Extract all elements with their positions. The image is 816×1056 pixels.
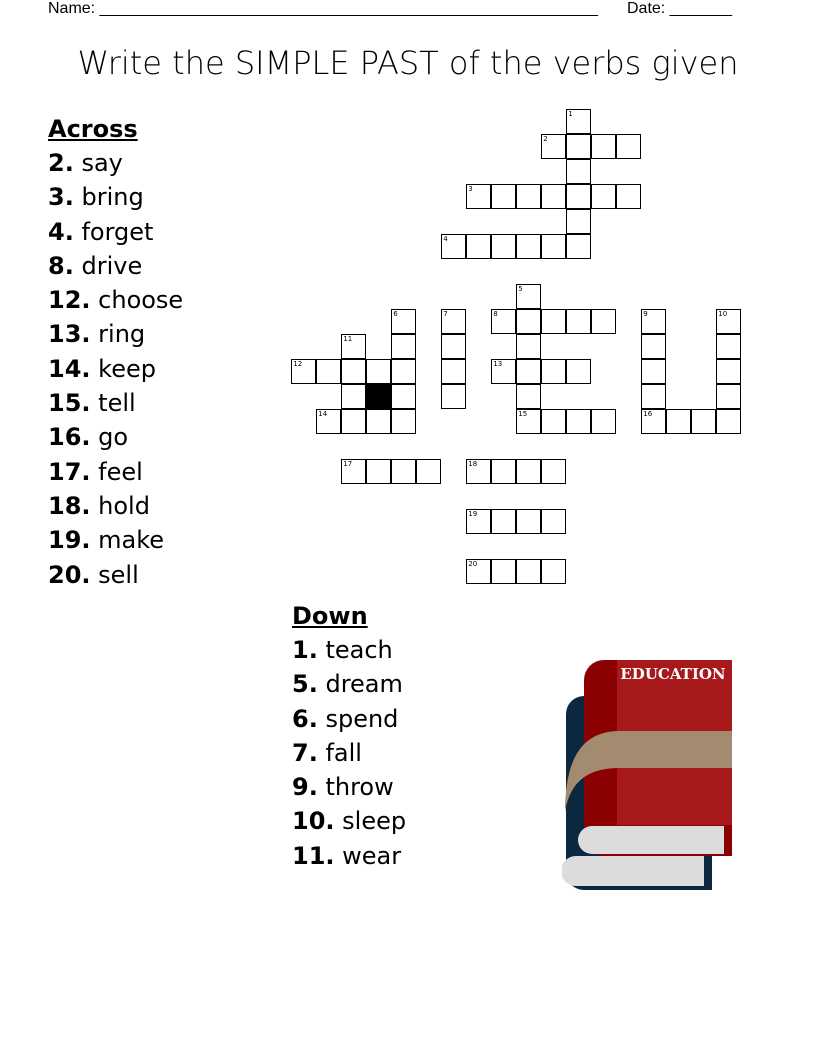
cell-number: 17 (343, 460, 353, 469)
down-clue (292, 633, 406, 667)
grid-cell[interactable] (341, 384, 366, 409)
cell-number: 18 (468, 460, 478, 469)
grid-cell[interactable] (391, 334, 416, 359)
grid-cell[interactable] (491, 309, 516, 334)
across-heading: Across (48, 115, 138, 143)
grid-cell[interactable] (516, 309, 541, 334)
grid-cell[interactable] (516, 559, 541, 584)
down-clue (292, 839, 406, 873)
clue-number: 17. (48, 457, 91, 486)
cell-number: 1 (568, 110, 573, 119)
grid-cell[interactable] (566, 359, 591, 384)
clue-number: 6. (292, 704, 318, 733)
clue-text: ring (98, 320, 146, 349)
grid-cell[interactable] (691, 409, 716, 434)
grid-cell[interactable] (641, 359, 666, 384)
grid-cell[interactable] (716, 409, 741, 434)
grid-cell[interactable] (716, 309, 741, 334)
down-clue (292, 770, 406, 804)
cell-number: 14 (318, 410, 328, 419)
clue-text: drive (81, 251, 143, 280)
clue-text: wear (342, 841, 402, 870)
grid-cell[interactable] (466, 184, 491, 209)
grid-cell[interactable] (516, 334, 541, 359)
grid-cell[interactable] (441, 334, 466, 359)
grid-cell[interactable] (366, 409, 391, 434)
grid-cell[interactable] (316, 359, 341, 384)
clue-number: 12. (48, 286, 91, 315)
clue-number: 5. (292, 670, 318, 699)
name-field: Name: ________________________________________________________ (48, 0, 598, 17)
clue-text: sell (98, 560, 139, 589)
across-clue (48, 386, 183, 420)
clue-text: spend (325, 704, 399, 733)
grid-cell[interactable] (391, 309, 416, 334)
across-clue (48, 283, 183, 317)
grid-cell[interactable] (641, 334, 666, 359)
clue-text: fall (325, 738, 362, 767)
grid-cell[interactable] (591, 309, 616, 334)
cell-number: 2 (543, 135, 548, 144)
grid-cell[interactable] (291, 359, 316, 384)
grid-cell[interactable] (516, 384, 541, 409)
cell-number: 7 (443, 310, 448, 319)
clue-text: bring (81, 183, 144, 212)
cell-number: 6 (393, 310, 398, 319)
clue-text: choose (98, 286, 184, 315)
grid-cell[interactable] (466, 234, 491, 259)
grid-cell[interactable] (441, 234, 466, 259)
clue-text: say (81, 149, 123, 177)
grid-cell[interactable] (591, 184, 616, 209)
across-clue (48, 455, 183, 489)
across-clue (48, 146, 183, 180)
cell-number: 4 (443, 235, 448, 244)
clue-number: 8. (48, 251, 74, 280)
grid-cell[interactable] (616, 184, 641, 209)
grid-cell[interactable] (566, 209, 591, 234)
grid-cell[interactable] (391, 384, 416, 409)
grid-cell[interactable] (341, 409, 366, 434)
across-clue (48, 489, 183, 523)
grid-cell[interactable] (716, 384, 741, 409)
grid-cell[interactable] (391, 359, 416, 384)
grid-cell[interactable] (666, 409, 691, 434)
grid-cell[interactable] (566, 234, 591, 259)
clue-number: 16. (48, 423, 91, 452)
grid-cell[interactable] (616, 134, 641, 159)
clue-text: teach (325, 636, 393, 664)
grid-cell[interactable] (591, 134, 616, 159)
cell-number: 15 (518, 410, 528, 419)
grid-cell[interactable] (541, 309, 566, 334)
grid-cell[interactable] (341, 459, 366, 484)
grid-cell[interactable] (416, 459, 441, 484)
clue-number: 2. (48, 149, 74, 177)
across-clue (48, 249, 183, 283)
across-clue (48, 523, 183, 557)
grid-cell[interactable] (541, 134, 566, 159)
clue-number: 11. (292, 841, 335, 870)
clue-number: 15. (48, 389, 91, 418)
clue-number: 18. (48, 491, 91, 520)
grid-cell[interactable] (541, 459, 566, 484)
cell-number: 13 (493, 360, 503, 369)
grid-cell[interactable] (441, 359, 466, 384)
grid-cell[interactable] (516, 409, 541, 434)
grid-cell[interactable] (516, 184, 541, 209)
across-clue (48, 180, 183, 214)
grid-cell[interactable] (541, 509, 566, 534)
grid-cell[interactable] (391, 409, 416, 434)
clue-number: 13. (48, 320, 91, 349)
clue-number: 14. (48, 354, 91, 383)
grid-cell[interactable] (466, 509, 491, 534)
clue-text: dream (325, 670, 403, 699)
cell-number: 11 (343, 335, 353, 344)
grid-cell[interactable] (466, 459, 491, 484)
grid-cell[interactable] (316, 409, 341, 434)
grid-cell[interactable] (716, 359, 741, 384)
clue-text: forget (81, 217, 154, 246)
grid-cell[interactable] (366, 359, 391, 384)
grid-cell[interactable] (516, 359, 541, 384)
clue-number: 1. (292, 636, 318, 664)
across-clue (48, 215, 183, 249)
grid-cell[interactable] (491, 459, 516, 484)
grid-cell[interactable] (516, 459, 541, 484)
grid-cell[interactable] (541, 234, 566, 259)
clue-text: tell (98, 389, 136, 418)
clue-number: 9. (292, 773, 318, 802)
book-label: EDUCATION (620, 665, 726, 683)
grid-cell[interactable] (366, 459, 391, 484)
clue-number: 10. (292, 807, 335, 836)
grid-cell[interactable] (566, 184, 591, 209)
across-clue (48, 352, 183, 386)
cell-number: 19 (468, 510, 478, 519)
clue-text: keep (98, 354, 156, 383)
down-clue (292, 667, 406, 701)
grid-cell[interactable] (641, 409, 666, 434)
clue-number: 20. (48, 560, 91, 589)
grid-cell[interactable] (591, 409, 616, 434)
grid-cell[interactable] (391, 459, 416, 484)
grid-cell[interactable] (491, 359, 516, 384)
grid-cell[interactable] (516, 509, 541, 534)
grid-cell[interactable] (491, 234, 516, 259)
across-clue (48, 317, 183, 351)
grid-cell[interactable] (516, 234, 541, 259)
clue-text: go (98, 423, 129, 452)
grid-cell[interactable] (491, 509, 516, 534)
grid-cell[interactable] (641, 309, 666, 334)
clue-number: 19. (48, 526, 91, 555)
cell-number: 8 (493, 310, 498, 319)
grid-cell[interactable] (566, 109, 591, 134)
down-clue (292, 736, 406, 770)
grid-cell[interactable] (641, 384, 666, 409)
date-field: Date: _______ (627, 0, 732, 17)
grid-cell[interactable] (441, 309, 466, 334)
grid-cell[interactable] (541, 184, 566, 209)
grid-cell[interactable] (716, 334, 741, 359)
grid-cell[interactable] (541, 559, 566, 584)
clue-number: 4. (48, 217, 74, 246)
clue-number: 3. (48, 183, 74, 212)
education-book-illustration (562, 658, 734, 896)
clue-text: sleep (342, 807, 407, 836)
cell-number: 16 (643, 410, 653, 419)
grid-cell[interactable] (516, 284, 541, 309)
black-cell (366, 384, 391, 409)
grid-cell[interactable] (491, 184, 516, 209)
grid-cell[interactable] (541, 409, 566, 434)
down-clues (292, 599, 406, 873)
grid-cell[interactable] (341, 359, 366, 384)
grid-cell[interactable] (341, 334, 366, 359)
cell-number: 3 (468, 185, 473, 194)
grid-cell[interactable] (566, 409, 591, 434)
across-clue (48, 420, 183, 454)
grid-cell[interactable] (541, 359, 566, 384)
across-clues (48, 112, 183, 592)
clue-text: make (98, 526, 165, 555)
clue-text: feel (98, 457, 143, 486)
cell-number: 9 (643, 310, 648, 319)
down-clue (292, 702, 406, 736)
clue-number: 7. (292, 738, 318, 767)
cell-number: 10 (718, 310, 728, 319)
cell-number: 20 (468, 560, 478, 569)
clue-text: throw (325, 773, 394, 802)
grid-cell[interactable] (566, 309, 591, 334)
clue-text: hold (98, 491, 150, 520)
grid-cell[interactable] (466, 559, 491, 584)
down-clue (292, 804, 406, 838)
grid-cell[interactable] (566, 159, 591, 184)
down-heading: Down (292, 602, 368, 630)
grid-cell[interactable] (441, 384, 466, 409)
grid-cell[interactable] (491, 559, 516, 584)
page-title: Write the SIMPLE PAST of the verbs given (77, 44, 739, 82)
cell-number: 12 (293, 360, 303, 369)
grid-cell[interactable] (566, 134, 591, 159)
cell-number: 5 (518, 285, 523, 294)
across-clue (48, 558, 183, 592)
